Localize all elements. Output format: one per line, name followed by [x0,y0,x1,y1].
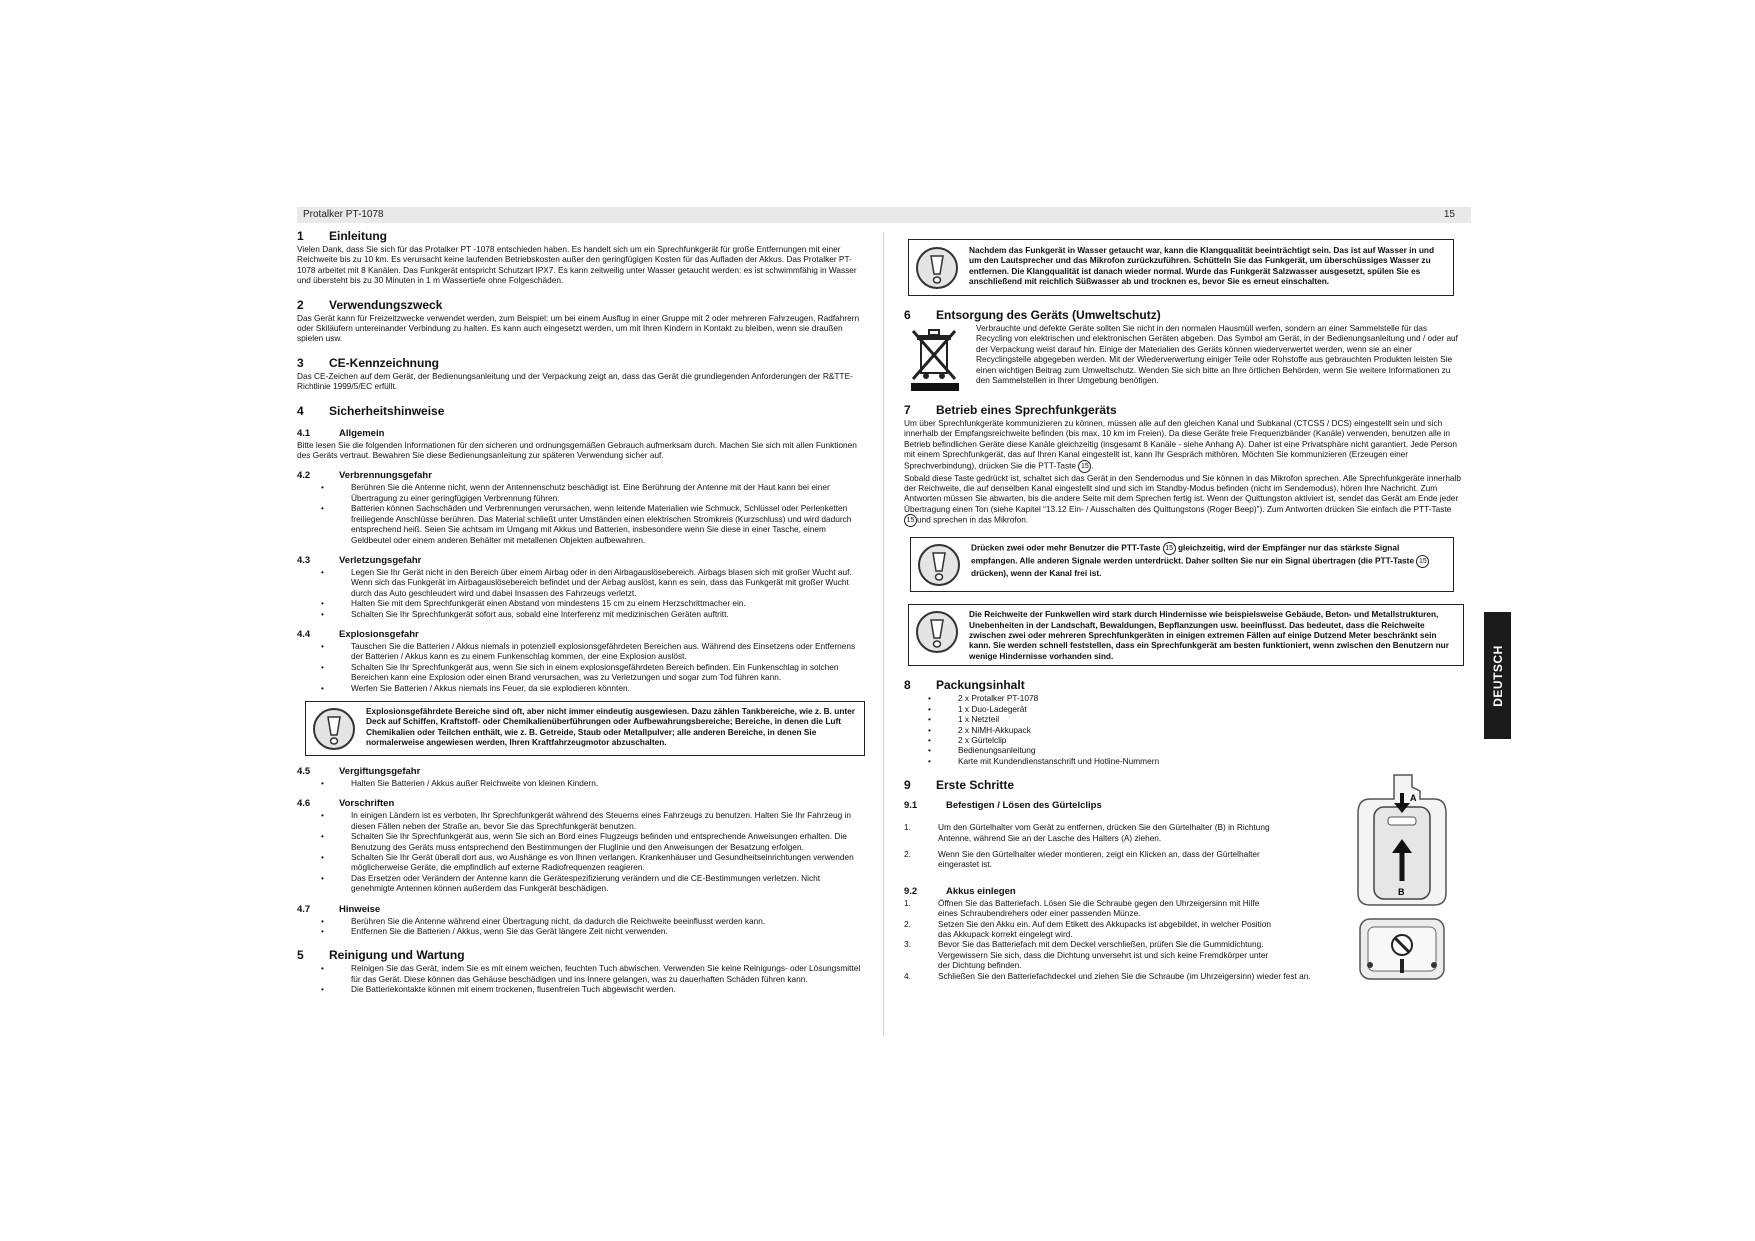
list-item: 3. Bevor Sie das Batteriefach mit dem Deckel verschließen, prüfen Sie die Gummidichtung. Vergewissern Sie sich, dass die Dichtung unversehrt ist und sich keine Fremdkörper unter der Dichtung befinden. [904,939,1269,971]
list-item: • 2 x Gürtelclip [928,735,1464,745]
ptt-key-icon: 15 [904,514,917,527]
list-item: • In einigen Ländern ist es verboten, Ihr Sprechfunkgerät während des Steuerns eines Fahrzeugs zu benutzen. Halten Sie Ihr Fahrzeug in diesen Fällen neben der Straße an, bevor Sie das Sprechfunkgerät benutzen. [321,810,865,831]
list-item: • 2 x Protalker PT-1078 [928,693,1464,703]
warning-exclamation-icon [915,610,959,654]
section-4-4-list [321,641,865,693]
section-7-heading: 7 Betrieb eines Sprechfunkgeräts [904,403,1117,417]
water-note-text: Nachdem das Funkgerät in Wasser getaucht war, kann die Klangqualität beeinträchtigt sein. Das ist auf Wasser in und um den Lautsprecher und das Mikrofon zurückzuführen. Schütteln Sie das Funkgerät, um überschüssiges Wasser zu entfernen. Die Klangqualität ist danach wieder normal. Wurde das Funkgerät Salzwasser ausgesetzt, spülen Sie es anschließend mit reichlich Süßwasser ab und trocknen es, bevor Sie es erneut einschalten. [969,245,1435,287]
ptt-key-icon: 15 [1078,460,1091,473]
section-3-heading: 3 CE-Kennzeichnung [297,355,439,370]
section-8-heading: 8 Packungsinhalt [904,678,1025,693]
language-tab: DEUTSCH [1484,612,1511,739]
list-item: • Die Batteriekontakte können mit einem trockenen, flusenfreien Tuch abgewischt werden. [321,984,865,994]
battery-steps [904,897,1311,981]
package-contents-list [928,693,1464,766]
section-4-7-heading: 4.7 Hinweise [297,903,381,915]
section-4-6-heading: 4.6 Vorschriften [297,798,395,810]
section-4-3-heading: 4.3 Verletzungsgefahr [297,554,422,566]
product-name: Protalker PT-1078 [303,209,384,220]
section-2-text: Das Gerät kann für Freizeitzwecke verwendet werden, zum Beispiel: um bei einem Ausflug in einer Gruppe mit 2 oder mehreren Fahrzeugen, Radfahrern oder Skiläufern untereinander Verbindung zu halten. Es kann auch eingesetzt werden, um mit Ihren Kindern in Kontakt zu bleiben, wenn sie draußen spielen usw. [297,312,860,344]
section-4-2-heading: 4.2 Verbrennungsgefahr [297,470,432,482]
list-item: • Berühren Sie die Antenne nicht, wenn der Antennenschutz beschädigt ist. Eine Berührung der Antenne mit der Haut kann bei einer Übertragung zu einer geringfügigen Verbrennung führen. [321,482,865,503]
section-6-text: Verbrauchte und defekte Geräte sollten Sie nicht in den normalen Hausmüll werfen, sondern an einer Sammelstelle für das Recycling von elektrischen und elektronischen Geräten abgeben. Das Symbol am Gerät, in der Bedienungsanleitung und / oder auf der Verpackung weist darauf hin. Einige der Materialien des Geräts können wiederverwertet werden, wenn sie an einer Recyclingstelle abgegeben werden. Mit der Wiederverwertung einiger Teile oder Rohstoffe aus gebrauchten Produkten leisten Sie einen wichtigen Beitrag zum Umweltschutz. Wenden Sie sich bitte an Ihre örtlichen Behörden, wenn Sie weitere Informationen zu den Sammelstellen in Ihrer Umgebung benötigen. [976,323,1458,386]
ptt-note-box [910,537,1454,592]
section-9-heading: 9 Erste Schritte [904,778,1015,793]
list-item: 1. Öffnen Sie das Batteriefach. Lösen Sie die Schraube gegen den Uhrzeigersinn mit Hilfe eines Schraubendrehers oder einer passenden Münze. [904,897,1260,919]
warning-exclamation-icon [917,543,961,587]
list-item: • Legen Sie Ihr Gerät nicht in den Bereich über einem Airbag oder in den Airbagauslösebereich. Airbags blasen sich mit großer Wucht auf. Wenn sich das Funkgerät im Airbagauslösebereich befindet und der Airbag auslöst, kann es sein, dass das Funkgerät mit großer Wucht durch das Auto geschleudert wird und dabei Insassen des Fahrzeugs verletzt. [321,567,865,598]
section-1-heading: 1 Einleitung [297,229,387,243]
page-number: 15 [1443,209,1455,220]
range-note-text: Die Reichweite der Funkwellen wird stark durch Hindernisse wie beispielsweise Gebäude, Beton- und Metallstrukturen, Unebenheiten in der Landschaft, Bewaldungen, Bepflanzungen usw. beeinflusst. Das bedeutet, dass die Reichweite zwischen zwei oder mehreren Sprechfunkgeräten in einigen extremen Fällen auf einige Dutzend Meter beschränkt sein kann. Sie werden schnell feststellen, dass ein Sprechfunkgerät am besten funktioniert, wenn zwischen den Benutzern nur wenige Hindernisse vorhanden sind. [969,609,1449,661]
explosion-note-text: Explosionsgefährdete Bereiche sind oft, aber nicht immer eindeutig ausgewiesen. Dazu zählen Tankbereiche, wie z. B. unter Deck auf Schiffen, Kraftstoff- oder Chemikalienüberführungen oder Aufbewahrungsbereiche; Bereiche, in denen die Luft Chemikalien oder Teilchen enthält, wie z. B. Getreide, Staub oder Metallpulver; alle anderen Bereiche, in denen Sie normalerweise angewiesen werden, Ihren Kraftfahrzeugmotor abzuschalten. [366,705,856,748]
left-column [297,229,865,995]
section-4-6-list [321,810,865,893]
section-7-text-1: Um über Sprechfunkgeräte kommunizieren zu können, müssen alle auf den gleichen Kanal und Subkanal (CTCSS / DCS) eingestellt sein und sich innerhalb der Empfangsreichweite befinden (bis max. 10 km im Freien). Da diese Geräte freie Frequenzbänder (Kanäle) verwenden, benutzen alle in Betrieb befindlichen Geräte diese Kanäle gleichzeitig (insgesamt 8 Kanäle - siehe Anhang A). Daher ist eine Privatsphäre nicht garantiert. Jede Person mit einem Sprechfunkgerät, das auf Ihren Kanal eingestellt ist, kann Ihr Gespräch mithören. Möchten Sie kommunizieren (Erzeugen einer Sprechverbindung), drücken Sie die PTT-Taste 15 . [904,418,1464,473]
section-4-heading: 4 Sicherheitshinweise [297,403,445,418]
list-item: 2. Setzen Sie den Akku ein. Auf dem Etikett des Akkupacks ist abgebildet, in welcher Position das Akkupack korrekt eingelegt wird. [904,918,1271,939]
section-4-7-list [321,916,865,937]
list-item: • Schalten Sie Ihr Sprechfunkgerät sofort aus, sobald eine Interferenz mit medizinischen Geräten auftritt. [321,609,865,619]
section-9-1-heading: 9.1 Befestigen / Lösen des Gürtelclips [904,800,1102,812]
list-item: • Halten Sie Batterien / Akkus außer Reichweite von kleinen Kindern. [321,778,865,788]
list-item: • Berühren Sie die Antenne während einer Übertragung nicht, da dadurch die Reichweite beeinflusst werden kann. [321,916,865,926]
device-illustrations [1354,773,1450,988]
list-item: • Schalten Sie Ihr Sprechfunkgerät aus, wenn Sie sich an Bord eines Flugzeugs befinden und entsprechende Anweisungen erhalten. Die Benutzung des Geräts muss entsprechend den Bestimmungen der Fluglinie und den Anweisungen der Besatzung erfolgen. [321,831,865,852]
section-7-text-2: Sobald diese Taste gedrückt ist, schaltet sich das Gerät in den Sendemodus und Sie können in das Mikrofon sprechen. Alle Sprechfunkgeräte innerhalb der Reichweite, die auf denselben Kanal eingestellt sind und sich im Standby-Modus befinden (nicht im Sendemodus), hören Ihre Nachricht. Zum Antworten müssen Sie abwarten, bis die andere Seite mit dem Sprechen fertig ist. Wenn der Quittungston aktiviert ist, sendet das Gerät am Ende jeder Übertragung einen Ton (siehe Kapitel “13.12 Ein- / Ausschalten des Quittungstons (Roger Beep)”). Zum Antworten drücken Sie einfach die PTT-Taste 15 und sprechen in das Mikrofon. [904,473,1464,528]
section-2-heading: 2 Verwendungszweck [297,297,443,312]
explosion-note-box [305,701,865,756]
belt-clip-steps [904,822,1274,870]
page-header [297,207,1471,223]
section-4-2-list [321,482,865,544]
warning-exclamation-icon [312,707,356,751]
section-9-2-heading: 9.2 Akkus einlegen [904,885,1016,897]
list-item: • Karte mit Kundendienstanschrift und Hotline-Nummern [928,756,1464,766]
list-item: • Schalten Sie Ihr Sprechfunkgerät aus, wenn Sie sich in einem explosionsgefährdeten Bereich befinden. Ein Funkenschlag in solchen Bereichen kann eine Explosion oder einen Brand verursachen, was zu Verletzungen und sogar zum Tod führen kann. [321,662,865,683]
label-a: A [1410,793,1417,803]
list-item: • Entfernen Sie die Batterien / Akkus, wenn Sie das Gerät längere Zeit nicht verwenden. [321,926,865,936]
section-6-heading: 6 Entsorgung des Geräts (Umweltschutz) [904,308,1161,322]
list-item: • 1 x Netzteil [928,714,1464,724]
range-note-box [908,604,1464,666]
ptt-note-text: Drücken zwei oder mehr Benutzer die PTT-Taste 15 gleichzeitig, wird der Empfänger nur das stärkste Signal empfangen. Alle anderen Signale werden unterdrückt. Daher sollten Sie nur ein Signal übertragen (die PTT-Taste 15 drücken), wenn der Kanal frei ist. [971,542,1447,578]
list-item: • 2 x NiMH-Akkupack [928,725,1464,735]
section-5-list [321,963,865,994]
section-4-4-heading: 4.4 Explosionsgefahr [297,628,419,640]
list-item: • Tauschen Sie die Batterien / Akkus niemals in potenziell explosionsgefährdeten Bereichen aus. Während des Einsetzens oder Entfernens der Batterien / Akkus kann es zu einem Funkenschlag kommen, der eine Explosion auslöst. [321,641,865,662]
section-1-text: Vielen Dank, dass Sie sich für das Protalker PT -1078 entschieden haben. Es handelt sich um ein Sprechfunkgerät für große Entfernungen mit einer Reichweite bis zu 10 km. Es verursacht keine laufenden Betriebskosten außer den geringfügigen Kosten für das Aufladen der Akkus. Das Protalker PT-1078 arbeitet mit 8 Kanälen. Das Funkgerät entspricht Schutzart IPX7. Es kann zeitweilig unter Wasser getaucht werden: es ist schwimmfähig in Wasser und übersteht bis zu 30 Minuten in 1 m Wassertiefe ohne Folgeschäden. [297,244,857,286]
column-divider [883,232,884,1036]
list-item: • Batterien können Sachschäden und Verbrennungen verursachen, wenn leitende Materialien wie Schmuck, Schlüssel oder Perlenketten freiliegende Anschlüsse berühren. Das Material schließt unter Umständen einen elektrischen Stromkreis (Kurzschluss) und wird dadurch entsprechend heiß. Seien Sie achtsam im Umgang mit Akkus und Batterien, insbesondere wenn Sie diese in einer Tasche, einem Geldbeutel oder einem anderen Behälter mit metallenen Objekten aufbewahren. [321,503,865,545]
weee-block [904,323,1464,391]
list-item: 1. Um den Gürtelhalter vom Gerät zu entfernen, drücken Sie den Gürtelhalter (B) in Richtung Antenne, während Sie an der Lasche des Halters (A) ziehen. [904,822,1270,843]
list-item: • Reinigen Sie das Gerät, indem Sie es mit einem weichen, feuchten Tuch abwischen. Verwenden Sie keine Reinigungs- oder Lösungsmittel für das Gerät. Diese können das Gehäuse beschädigen und ins Innere gelangen, was zu dauerhaften Schäden führen kann. [321,963,865,984]
section-4-5-heading: 4.5 Vergiftungsgefahr [297,765,421,777]
crossed-out-bin-icon [904,325,966,391]
ptt-key-icon: 15 [1163,542,1176,555]
list-item: • Bedienungsanleitung [928,745,1464,755]
ptt-key-icon: 15 [1416,555,1429,568]
section-4-1-text: Bitte lesen Sie die folgenden Informationen für den sicheren und ordnungsgemäßen Gebrauch aufmerksam durch. Machen Sie sich mit allen Funktionen des Geräts vertraut. Bewahren Sie diese Bedienungsanleitung zur späteren Verwendung sicher auf. [297,439,857,461]
list-item: • 1 x Duo-Ladegerät [928,704,1464,714]
section-5-heading: 5 Reinigung und Wartung [297,948,465,963]
radio-back-illustration [1354,773,1450,983]
warning-exclamation-icon [915,246,959,290]
list-item: 2. Wenn Sie den Gürtelhalter wieder montieren, zeigt ein Klicken an, dass der Gürtelhalter eingerastet ist. [904,848,1260,870]
list-item: • Schalten Sie Ihr Gerät überall dort aus, wo Aushänge es von Ihnen verlangen. Krankenhäuser und Gesundheitseinrichtungen verwenden möglicherweise Geräte, die empfindlich auf externe Radiofrequenzen reagieren. [321,852,865,873]
list-item: • Werfen Sie Batterien / Akkus niemals ins Feuer, da sie explodieren könnten. [321,683,865,693]
list-item: • Halten Sie mit dem Sprechfunkgerät einen Abstand von mindestens 15 cm zu einem Herzschrittmacher ein. [321,598,865,608]
list-item: 4. Schließen Sie den Batteriefachdeckel und ziehen Sie die Schraube (im Uhrzeigersinn) wieder fest an. [904,970,1311,981]
section-3-text: Das CE-Zeichen auf dem Gerät, der Bedienungsanleitung und der Verpackung zeigt an, dass das Gerät die grundlegenden Anforderungen der R&TTE-Richtlinie 1999/5/EC erfüllt. [297,370,853,392]
water-note-box [908,239,1454,296]
section-4-3-list [321,567,865,619]
section-4-5-list [321,778,865,788]
section-4-1-heading: 4.1 Allgemein [297,427,385,439]
list-item: • Das Ersetzen oder Verändern der Antenne kann die Gerätespezifizierung verändern und die CE-Bestimmungen verletzen. Nicht genehmigte Antennen können außerdem das Funkgerät beschädigen. [321,873,865,894]
label-b: B [1398,887,1405,897]
